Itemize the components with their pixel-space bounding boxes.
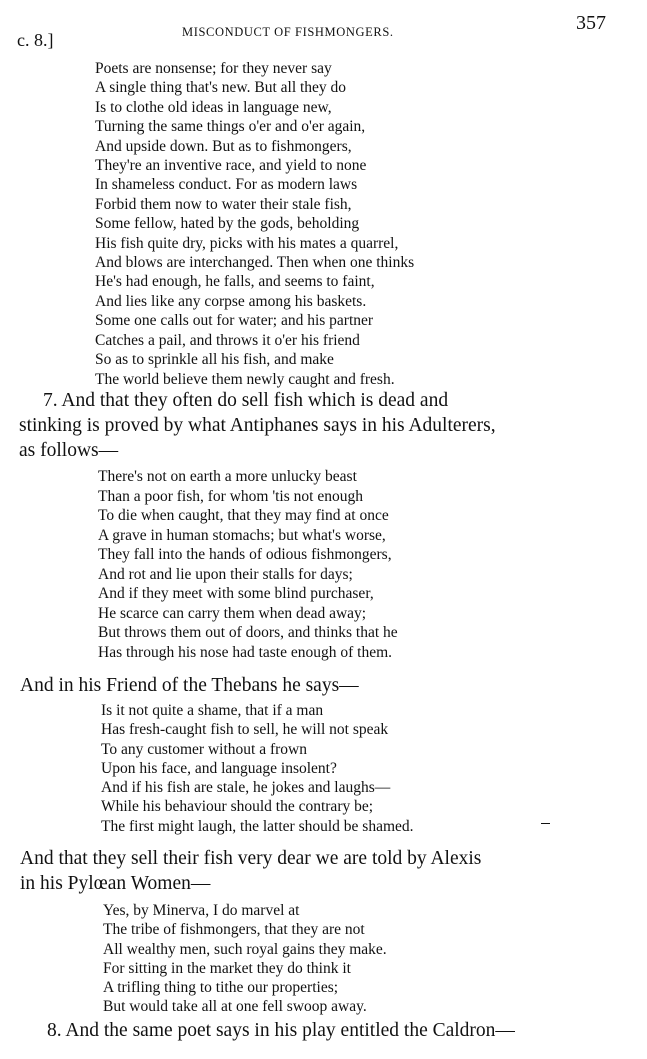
prose-line: stinking is proved by what Antiphanes says in his Adulterers, [19, 415, 496, 436]
verse-unlucky-beast [98, 467, 398, 662]
verse-line: A single thing that's new. But all they do [95, 79, 347, 97]
verse-line: Forbid them now to water their stale fish, [95, 195, 352, 213]
verse-line: To die when caught, that they may find at once [98, 507, 389, 524]
verse-line: A trifling thing to tithe our properties; [103, 979, 339, 997]
verse-line: Yes, by Minerva, I do marvel at [103, 902, 300, 919]
prose-line: And in his Friend of the Thebans he says— [20, 675, 359, 696]
prose-line: in his Pylœan Women— [20, 873, 211, 894]
paragraph-alexis [20, 846, 481, 896]
verse-line: Some one calls out for water; and his partner [95, 312, 374, 330]
verse-line: Has fresh-caught fish to sell, he will not speak [101, 721, 389, 739]
verse-line: Upon his face, and language insolent? [101, 759, 337, 777]
verse-line: And rot and lie upon their stalls for days; [98, 565, 353, 583]
verse-poets-nonsense [95, 59, 414, 389]
verse-line: The tribe of fishmongers, that they are not [103, 921, 365, 939]
prose-line: And that they sell their fish very dear we are told by Alexis [20, 848, 482, 869]
verse-line: Is it not quite a shame, that if a man [101, 702, 324, 719]
verse-line: His fish quite dry, picks with his mates a quarrel, [95, 234, 399, 252]
verse-line: And upside down. But as to fishmongers, [95, 137, 352, 155]
verse-line: In shameless conduct. For as modern laws [95, 176, 358, 194]
verse-line: So as to sprinkle all his fish, and make [95, 351, 334, 369]
verse-line: And lies like any corpse among his baskets. [95, 292, 367, 310]
verse-line: They're an inventive race, and yield to none [95, 157, 367, 175]
verse-line: And if his fish are stale, he jokes and laughs— [101, 779, 391, 797]
verse-line: All wealthy men, such royal gains they make. [103, 940, 387, 958]
verse-line: Is to clothe old ideas in language new, [95, 98, 332, 116]
prose-line: 8. And the same poet says in his play entitled the Caldron— [47, 1020, 515, 1041]
paragraph-8 [47, 1018, 515, 1043]
verse-quite-a-shame [101, 701, 414, 836]
paragraph-thebans [20, 673, 359, 698]
paragraph-7 [19, 388, 496, 463]
prose-line: 7. And that they often do sell fish which is dead and [43, 390, 449, 411]
chapter-marker: c. 8.] [17, 30, 54, 50]
verse-line: And blows are interchanged. Then when one thinks [95, 254, 415, 272]
verse-line: He's had enough, he falls, and seems to faint, [95, 273, 375, 291]
print-mark [541, 823, 550, 824]
verse-line: There's not on earth a more unlucky beast [98, 468, 357, 485]
verse-line: They fall into the hands of odious fishmongers, [98, 546, 392, 563]
verse-line: While his behaviour should the contrary be; [101, 798, 374, 816]
verse-line: Turning the same things o'er and o'er again, [95, 118, 366, 136]
verse-by-minerva [103, 901, 387, 1017]
verse-line: He scarce can carry them when dead away; [98, 604, 367, 622]
verse-line: The world believe them newly caught and fresh. [95, 370, 395, 388]
prose-line: as follows— [19, 440, 119, 461]
verse-line: Has through his nose had taste enough of them. [98, 643, 393, 661]
verse-line: But throws them out of doors, and thinks that he [98, 624, 398, 641]
verse-line: Poets are nonsense; for they never say [95, 60, 332, 77]
page-number: 357 [576, 12, 606, 34]
verse-line: A grave in human stomachs; but what's worse, [98, 526, 386, 544]
verse-line: The first might laugh, the latter should be shamed. [101, 817, 414, 835]
running-title: MISCONDUCT OF FISHMONGERS. [182, 25, 394, 39]
verse-line: For sitting in the market they do think it [103, 959, 351, 977]
verse-line: And if they meet with some blind purchaser, [98, 585, 374, 602]
verse-line: Than a poor fish, for whom 'tis not enough [98, 487, 363, 505]
verse-line: To any customer without a frown [101, 740, 307, 758]
verse-line: Catches a pail, and throws it o'er his friend [95, 331, 360, 349]
verse-line: Some fellow, hated by the gods, beholding [95, 215, 360, 233]
verse-line: But would take all at one fell swoop away. [103, 998, 367, 1016]
